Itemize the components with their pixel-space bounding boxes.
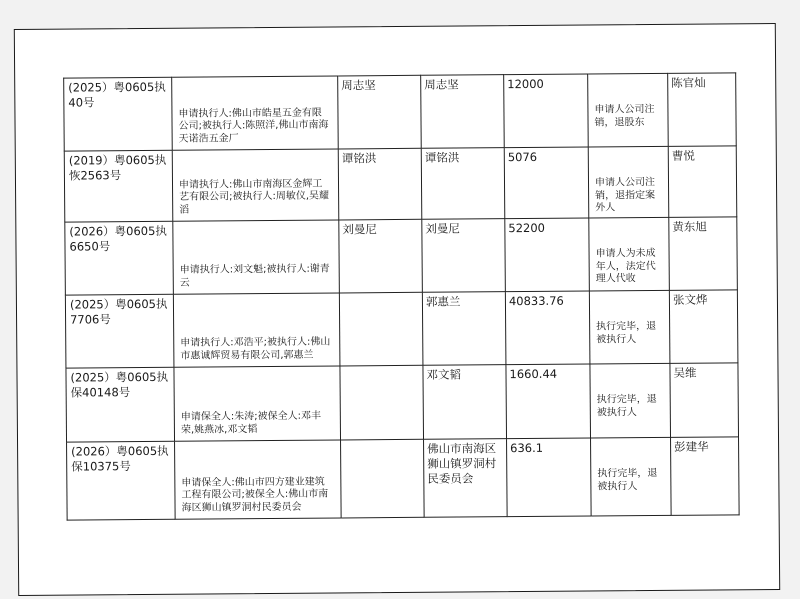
case-number-cell: (2025）粤0605执7706号 [65,294,174,368]
payee-cell: 邓文韬 [423,365,507,440]
parties-cell: 申请执行人:邓浩平;被执行人:佛山市惠诚辉贸易有限公司,郭惠兰 [173,293,340,367]
payee-cell: 郭惠兰 [422,292,506,366]
parties-cell: 申请保全人:佛山市四方建业建筑工程有限公司;被保全人:佛山市南海区狮山镇罗洞村民委员会 [175,440,342,519]
scanned-page [14,23,780,596]
officer-cell: 吴维 [670,363,739,438]
case-number-cell: (2026）粤0605执6650号 [65,221,174,295]
table-row [65,290,738,368]
officer-cell: 张文烨 [669,290,738,364]
reason-cell: 申请人为未成年人，法定代理人代收 [589,217,670,291]
parties-cell: 申请执行人:刘文魁;被执行人:谢青云 [173,220,340,294]
reason-cell: 申请人公司注销，退股东 [588,73,669,147]
amount-cell: 1660.44 [506,364,591,439]
payee-cell: 佛山市南海区狮山镇罗洞村民委员会 [424,439,508,518]
amount-cell: 12000 [504,74,589,148]
officer-cell: 黄东旭 [669,217,738,291]
refund-table [63,72,739,520]
officer-cell: 彭建华 [671,437,740,516]
reason-cell: 执行完毕，退被执行人 [591,437,672,516]
reason-cell: 申请人公司注销，退指定案外人 [588,146,669,218]
case-number-cell: (2025）粤0605执40号 [64,77,173,151]
case-number-cell: (2025）粤0605执保40148号 [66,367,175,442]
amount-cell: 40833.76 [505,291,590,365]
recipient-cell: 刘曼尼 [339,219,423,293]
table-row [65,217,738,295]
table-row [64,146,737,222]
case-number-cell: (2026）粤0605执保10375号 [67,441,176,520]
recipient-cell [340,365,424,440]
amount-cell: 636.1 [507,438,592,517]
payee-cell: 周志坚 [421,75,505,149]
case-number-cell: (2019）粤0605执恢2563号 [64,150,173,222]
payee-cell: 谭铭洪 [421,148,505,220]
recipient-cell: 谭铭洪 [338,148,422,220]
officer-cell: 陈官灿 [668,73,737,147]
recipient-cell [339,292,423,366]
reason-cell: 执行完毕，退被执行人 [589,290,670,364]
payee-cell: 刘曼尼 [422,219,506,293]
parties-cell: 申请执行人:佛山市南海区金辉工艺有限公司;被执行人:周敏仪,吴耀滔 [172,149,339,221]
amount-cell: 52200 [505,218,590,292]
parties-cell: 申请保全人:朱涛;被保全人:邓丰荣,姚燕冰,邓文韬 [174,366,341,441]
recipient-cell [341,439,425,518]
table-row [64,73,737,151]
table-row [67,437,740,520]
amount-cell: 5076 [504,147,589,219]
reason-cell: 执行完毕，退被执行人 [590,363,671,438]
officer-cell: 曹悦 [668,146,737,218]
parties-cell: 申请执行人:佛山市皓星五金有限公司;被执行人:陈照洋,佛山市南海天诺浩五金厂 [172,76,339,150]
recipient-cell: 周志坚 [338,75,422,149]
table-row [66,363,739,442]
